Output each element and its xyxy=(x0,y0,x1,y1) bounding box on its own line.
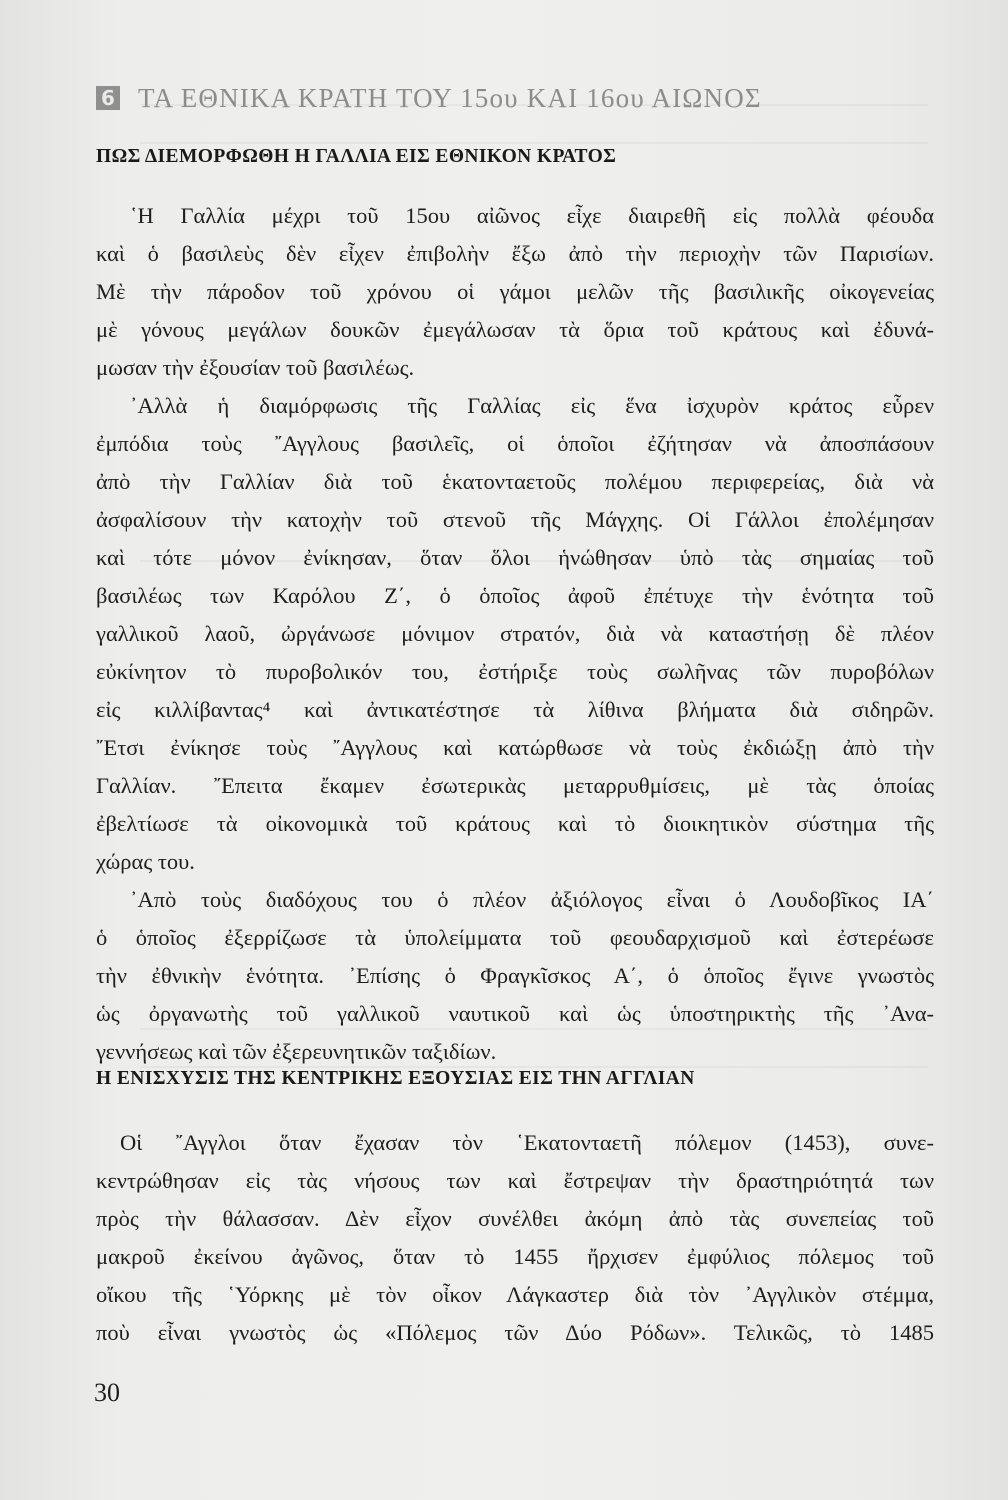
text-line: ἀσφαλίσουν τὴν κατοχὴν τοῦ στενοῦ τῆς Μάγχης. Οἱ Γάλλοι ἐπολέμησαν xyxy=(96,507,934,532)
text-line: καὶ ὁ βασιλεὺς δὲν εἶχεν ἐπιβολὴν ἔξω ἀπὸ τὴν περιοχὴν τῶν Παρισίων. xyxy=(96,241,934,266)
text-line: βασιλέως των Καρόλου Ζ΄, ὁ ὁποῖος ἀφοῦ ἐπέτυχε τὴν ἑνότητα τοῦ xyxy=(96,583,934,608)
bleed-through-line xyxy=(140,142,928,144)
text-line: ἐβελτίωσε τὰ οἰκονομικὰ τοῦ κράτους καὶ τὸ διοικητικὸν σύστημα τῆς xyxy=(96,811,934,836)
section-heading-england: Η ΕΝΙΣΧΥΣΙΣ ΤΗΣ ΚΕΝΤΡΙΚΗΣ ΕΞΟΥΣΙΑΣ ΕΙΣ ΤΗΝ ΑΓΓΛΙΑΝ xyxy=(96,1068,695,1089)
text-line: γεννήσεως καὶ τῶν ἐξερευνητικῶν ταξιδίων. xyxy=(96,1039,497,1064)
text-line: πρὸς τὴν θάλασσαν. Δὲν εἶχον συνέλθει ἀκόμη ἀπὸ τὰς συνεπείας τοῦ xyxy=(96,1206,934,1231)
text-line: Οἱ ῎Αγγλοι ὅταν ἔχασαν τὸν ῾Εκατονταετῆ πόλεμον (1453), συνε- xyxy=(120,1130,934,1155)
text-line: μωσαν τὴν ἐξουσίαν τοῦ βασιλέως. xyxy=(96,355,415,380)
text-line: ποὺ εἶναι γνωστὸς ὡς «Πόλεμος τῶν Δύο Ρόδων». Τελικῶς, τὸ 1485 xyxy=(96,1320,934,1345)
text-line: Μὲ τὴν πάροδον τοῦ χρόνου οἱ γάμοι μελῶν τῆς βασιλικῆς οἰκογενείας xyxy=(96,279,934,304)
text-line: εὐκίνητον τὸ πυροβολικόν του, ἐστήριξε τοὺς σωλῆνας τῶν πυροβόλων xyxy=(96,659,934,684)
running-head-title: ΤΑ ΕΘΝΙΚΑ ΚΡΑΤΗ ΤΟΥ 15ου ΚΑΙ 16ου ΑΙΩΝΟΣ xyxy=(138,82,762,113)
text-line: ᾿Απὸ τοὺς διαδόχους του ὁ πλέον ἀξιόλογος εἶναι ὁ Λουδοβῖκος ΙΑ΄ xyxy=(130,887,934,912)
section-body-england xyxy=(96,1124,934,1352)
text-line: Γαλλίαν. ῎Επειτα ἔκαμεν ἐσωτερικὰς μεταρρυθμίσεις, μὲ τὰς ὁποίας xyxy=(96,773,934,798)
text-line: οἴκου τῆς ῾Υόρκης μὲ τὸν οἶκον Λάγκαστερ διὰ τὸν ᾿Αγγλικὸν στέμμα, xyxy=(96,1282,934,1307)
text-line: καὶ τότε μόνον ἐνίκησαν, ὅταν ὅλοι ἡνώθησαν ὑπὸ τὰς σημαίας τοῦ xyxy=(96,545,934,570)
section-body-france xyxy=(96,197,934,1071)
text-line: τὴν ἐθνικὴν ἑνότητα. ᾿Επίσης ὁ Φραγκῖσκος Α΄, ὁ ὁποῖος ἔγινε γνωστὸς xyxy=(96,963,934,988)
text-line: ᾿Αλλὰ ἡ διαμόρφωσις τῆς Γαλλίας εἰς ἕνα ἰσχυρὸν κράτος εὗρεν xyxy=(130,393,934,418)
page-number: 30 xyxy=(94,1378,120,1407)
text-line: ἀπὸ τὴν Γαλλίαν διὰ τοῦ ἑκατονταετοῦς πολέμου περιφερείας, διὰ νὰ xyxy=(96,469,934,494)
chapter-number-badge: 6 xyxy=(96,86,120,110)
text-line: γαλλικοῦ λαοῦ, ὠργάνωσε μόνιμον στρατόν, διὰ νὰ καταστήσῃ δὲ πλέον xyxy=(96,621,934,646)
text-line: κεντρώθησαν εἰς τὰς νήσους των καὶ ἔστρεψαν τὴν δραστηριότητά των xyxy=(96,1168,934,1193)
text-line: ὁ ὁποῖος ἐξερρίζωσε τὰ ὑπολείμματα τοῦ φεουδαρχισμοῦ καὶ ἐστερέωσε xyxy=(96,925,934,950)
section-heading-france: ΠΩΣ ΔΙΕΜΟΡΦΩΘΗ Η ΓΑΛΛΙΑ ΕΙΣ ΕΘΝΙΚΟΝ ΚΡΑΤΟΣ xyxy=(96,146,617,167)
text-line: εἰς κιλλίβαντας⁴ καὶ ἀντικατέστησε τὰ λίθινα βλήματα διὰ σιδηρῶν. xyxy=(96,697,934,722)
text-line: μακροῦ ἐκείνου ἀγῶνος, ὅταν τὸ 1455 ἤρχισεν ἐμφύλιος πόλεμος τοῦ xyxy=(96,1244,934,1269)
text-line: ἐμπόδια τοὺς ῎Αγγλους βασιλεῖς, οἱ ὁποῖοι ἐζήτησαν νὰ ἀποσπάσουν xyxy=(96,431,934,456)
text-line: μὲ γόνους μεγάλων δουκῶν ἐμεγάλωσαν τὰ ὅρια τοῦ κράτους καὶ ἐδυνά- xyxy=(96,317,934,342)
text-line: ῎Ετσι ἐνίκησε τοὺς ῎Αγγλους καὶ κατώρθωσε νὰ τοὺς ἐκδιώξῃ ἀπὸ τὴν xyxy=(96,735,934,760)
text-line: χώρας του. xyxy=(96,849,195,874)
text-line: ῾Η Γαλλία μέχρι τοῦ 15ου αἰῶνος εἶχε διαιρεθῆ εἰς πολλὰ φέουδα xyxy=(130,203,934,228)
running-head xyxy=(96,78,916,118)
text-line: ὡς ὀργανωτὴς τοῦ γαλλικοῦ ναυτικοῦ καὶ ὡς ὑποστηρικτὴς τῆς ᾿Ανα- xyxy=(96,1001,934,1026)
